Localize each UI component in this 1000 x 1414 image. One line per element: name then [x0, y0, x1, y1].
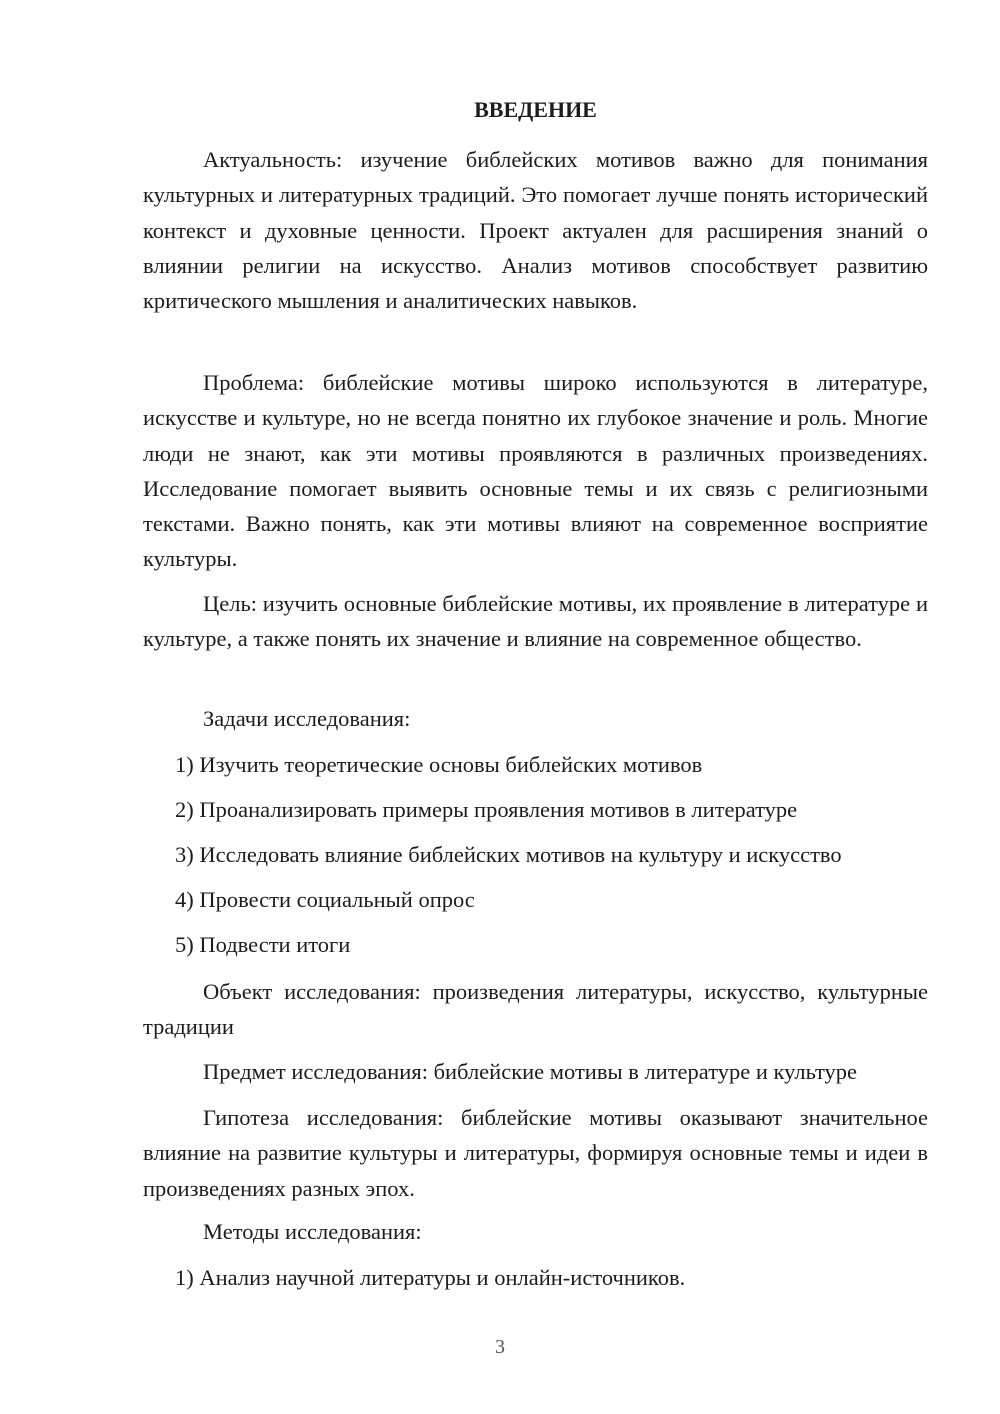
goal-paragraph: Цель: изучить основные библейские мотивы, их проявление в литературе и культуре, а также понять их значение и влияние на современное общество. [143, 591, 928, 652]
task-item: 4) Провести социальный опрос [175, 887, 475, 912]
page-number: 3 [495, 1336, 505, 1358]
task-item: 1) Изучить теоретические основы библейских мотивов [175, 752, 703, 777]
relevance-paragraph: Актуальность: изучение библейских мотивов важно для понимания культурных и литературных традиций. Это помогает лучше понять исторический контекст и духовные ценности. Проект актуален для расширения знаний о влиянии религии на искусство. Анализ мотивов способствует развитию критического мышления и аналитических навыков. [143, 147, 928, 314]
hypothesis-paragraph: Гипотеза исследования: библейские мотивы оказывают значительное влияние на развитие культуры и литературы, формируя основные темы и идеи в произведениях разных эпох. [143, 1105, 928, 1201]
methods-label: Методы исследования: [203, 1219, 422, 1244]
task-item: 2) Проанализировать примеры проявления мотивов в литературе [175, 797, 798, 822]
subject-paragraph: Предмет исследования: библейские мотивы в литературе и культуре [203, 1059, 858, 1084]
task-item: 3) Исследовать влияние библейских мотивов на культуру и искусство [175, 842, 842, 867]
object-paragraph: Объект исследования: произведения литературы, искусство, культурные традиции [143, 979, 928, 1040]
section-heading: ВВЕДЕНИЕ [474, 97, 597, 122]
problem-paragraph: Проблема: библейские мотивы широко используются в литературе, искусстве и культуре, но не всегда понятно их глубокое значение и роль. Многие люди не знают, как эти мотивы проявляются в различных произведениях. Исследование помогает выявить основные темы и их связь с религиозными текстами. Важно понять, как эти мотивы влияют на современное восприятие культуры. [143, 370, 928, 572]
task-item: 5) Подвести итоги [175, 932, 351, 957]
method-item: 1) Анализ научной литературы и онлайн-источников. [175, 1265, 686, 1290]
tasks-label: Задачи исследования: [203, 706, 411, 731]
